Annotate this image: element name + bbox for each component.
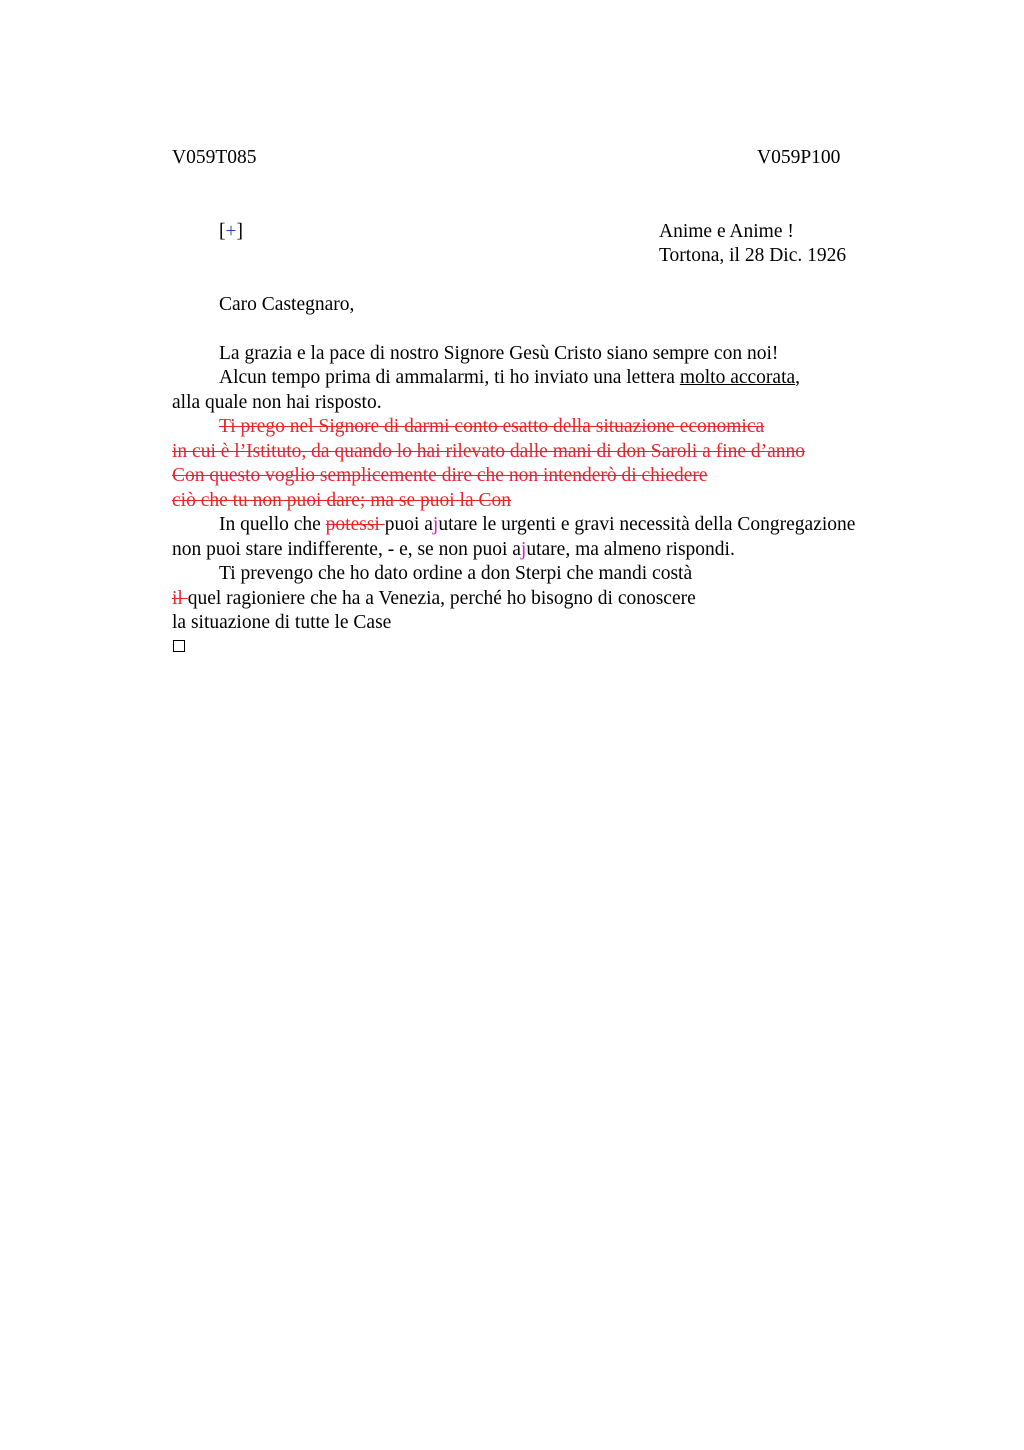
deleted-line: ciò che tu non puoi dare; ma se puoi la Con [172, 490, 512, 511]
deleted-line: in cui è l’Istituto, da quando lo hai rilevato dalle mani di don Saroli a fine d’anno [172, 441, 806, 462]
cross-icon: + [225, 221, 237, 242]
paragraph-greeting: La grazia e la pace di nostro Signore Gesù Cristo siano sempre con noi! [219, 343, 779, 364]
deleted-line: Ti prego nel Signore di darmi conto esatto della situazione economica [219, 416, 765, 437]
end-of-text-box-icon [173, 640, 185, 652]
letter-title: Anime e Anime ! [659, 221, 794, 242]
bracket-open: [ [219, 221, 226, 242]
letter-salutation: Caro Castegnaro, [219, 294, 355, 315]
document-code-left: V059T085 [172, 147, 257, 168]
text-segment: Alcun tempo prima di ammalarmi, ti ho inviato una lettera [219, 367, 680, 388]
text-segment: non puoi stare indifferente, - e, se non puoi a [172, 539, 521, 560]
paragraph-request [219, 513, 855, 537]
text-segment: , [795, 367, 801, 388]
text-segment: utare le urgenti e gravi necessità della Congregazione [438, 514, 856, 535]
text-segment: puoi a [384, 514, 433, 535]
cross-mark [219, 220, 243, 244]
letter-place-date: Tortona, il 28 Dic. 1926 [659, 245, 847, 266]
paragraph-request-line2 [172, 538, 735, 562]
deleted-word: il [172, 588, 188, 609]
text-segment: quel ragioniere che ha a Venezia, perché ho bisogno di conoscere [187, 588, 696, 609]
paragraph-previous-letter-line2: alla quale non hai risposto. [172, 392, 382, 413]
bracket-close: ] [236, 221, 243, 242]
deleted-word: potessi [325, 514, 385, 535]
paragraph-notice-line3: la situazione di tutte le Case [172, 612, 392, 633]
document-code-right: V059P100 [757, 147, 841, 168]
underlined-text: molto accorata [679, 367, 796, 388]
paragraph-notice-line2 [172, 587, 696, 611]
paragraph-previous-letter [219, 366, 800, 390]
text-segment: utare, ma almeno rispondi. [526, 539, 735, 560]
inserted-letter: j [432, 514, 439, 535]
deleted-line: Con questo voglio semplicemente dire che non intenderò di chiedere [172, 465, 708, 486]
paragraph-notice: Ti prevengo che ho dato ordine a don Sterpi che mandi costà [219, 563, 693, 584]
inserted-letter: j [520, 539, 527, 560]
text-segment: In quello che [219, 514, 326, 535]
